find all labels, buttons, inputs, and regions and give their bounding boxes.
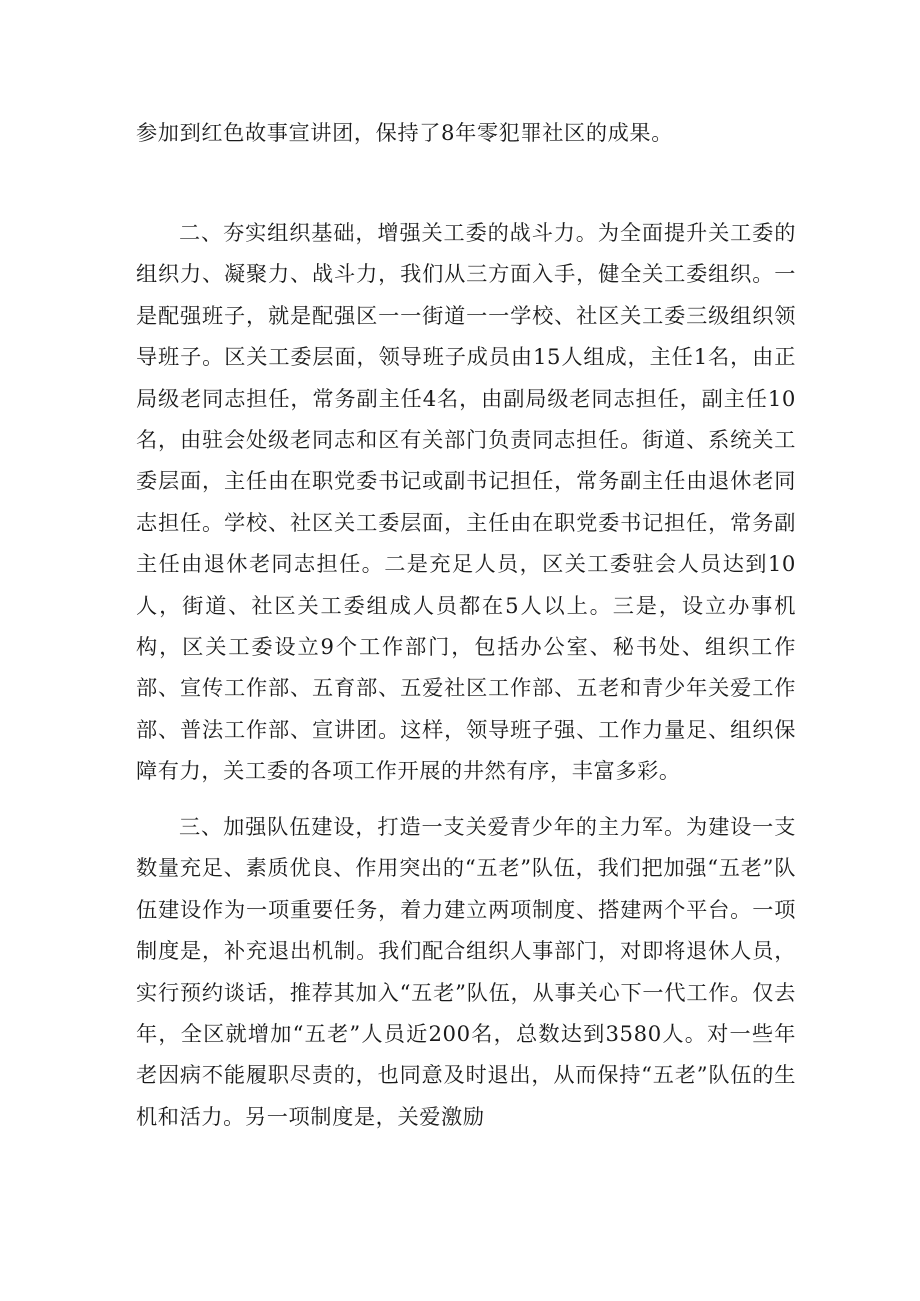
paragraph-continuation: 参加到红色故事宣讲团，保持了8年零犯罪社区的成果。 [136, 120, 673, 145]
paragraph-organization: 二、夯实组织基础，增强关工委的战斗力。为全面提升关工委的组织力、凝聚力、战斗力，我们从三方面入手，健全关工委组织。一是配强班子，就是配强区一一街道一一学校、社区关工委三级组织领导班子。区关工委层面，领导班子成员由15人组成，主任1名，由正局级老同志担任，常务副主任4名，由副局级老同志担任，副主任10名，由驻会处级老同志和区有关部门负责同志担任。街道、系统关工委层面，主任由在职党委书记或副书记担任，常务副主任由退休老同志担任。学校、社区关工委层面，主任由在职党委书记担任，常务副主任由退休老同志担任。二是充足人员，区关工委驻会人员达到10人，街道、社区关工委组成人员都在5人以上。三是，设立办事机构，区关工委设立9个工作部门，包括办公室、秘书处、组织工作部、宣传工作部、五育部、五爱社区工作部、五老和青少年关爱工作部、普法工作部、宣讲团。这样，领导班子强、工作力量足、组织保障有力，关工委的各项工作开展的井然有序，丰富多彩。 [136, 220, 796, 784]
paragraph-team-building: 三、加强队伍建设，打造一支关爱青少年的主力军。为建设一支数量充足、素质优良、作用突出的“五老”队伍，我们把加强“五老”队伍建设作为一项重要任务，着力建立两项制度、搭建两个平台。一项制度是，补充退出机制。我们配合组织人事部门，对即将退休人员，实行预约谈话，推荐其加入“五老”队伍，从事关心下一代工作。仅去年，全区就增加“五老”人员近200名，总数达到3580人。对一些年老因病不能履职尽责的，也同意及时退出，从而保持“五老”队伍的生机和活力。另一项制度是，关爱激励 [136, 814, 796, 1129]
